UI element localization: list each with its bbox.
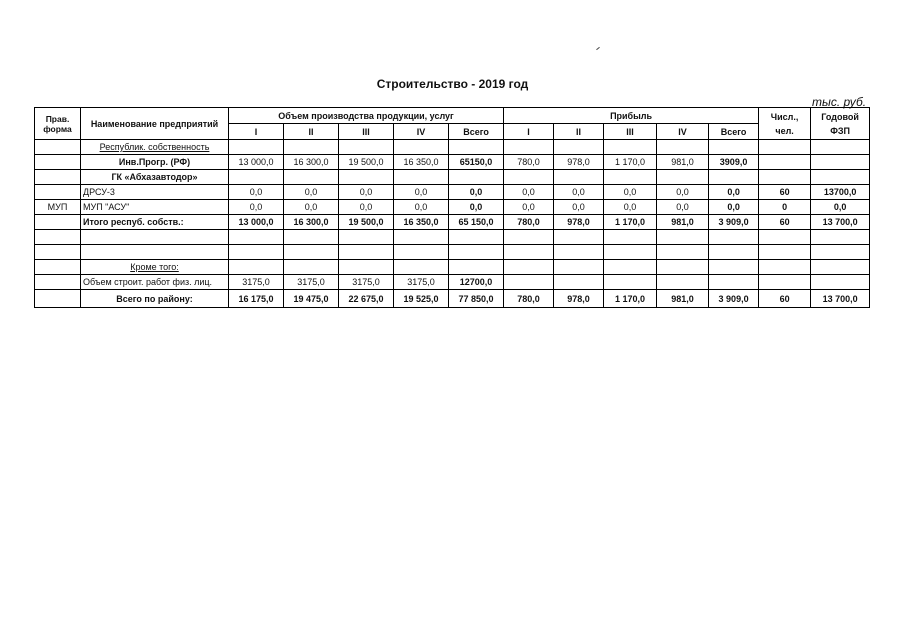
- company-name: ДРСУ-3: [83, 187, 115, 197]
- cell-value: [604, 170, 657, 185]
- cell-value: 780,0: [504, 215, 554, 230]
- table-row: [35, 245, 870, 260]
- cell-value: [759, 230, 811, 245]
- table-row: [35, 140, 870, 155]
- cell-value: [811, 275, 870, 290]
- cell-name: [81, 200, 229, 215]
- cell-value: [284, 230, 339, 245]
- cell-value: [604, 230, 657, 245]
- cell-value: [339, 245, 394, 260]
- cell-value: [449, 230, 504, 245]
- cell-value: 0,0: [604, 200, 657, 215]
- cell-value: [657, 275, 709, 290]
- company-name: ГК «Абхазавтодор»: [111, 172, 198, 182]
- header-profit-total: Всего: [709, 124, 759, 140]
- header-volume-q3: III: [339, 124, 394, 140]
- cell-value: [759, 155, 811, 170]
- cell-value: 780,0: [504, 290, 554, 308]
- cell-value: 13 000,0: [229, 215, 284, 230]
- header-prav-forma: Прав. форма: [35, 108, 81, 140]
- cell-value: 3 909,0: [709, 215, 759, 230]
- cell-value: [449, 260, 504, 275]
- company-name: МУП "АСУ": [83, 202, 130, 212]
- table-row: [35, 185, 870, 200]
- header-num-workers: Числ., чел.: [759, 108, 811, 140]
- cell-value: [554, 230, 604, 245]
- cell-value: 13 700,0: [811, 215, 870, 230]
- table-row: [35, 290, 870, 308]
- cell-value: [709, 275, 759, 290]
- cell-value: [504, 140, 554, 155]
- cell-name: [81, 185, 229, 200]
- company-name: Объем строит. работ физ. лиц.: [83, 277, 213, 287]
- header-name: Наименование предприятий: [81, 108, 229, 140]
- cell-value: [229, 260, 284, 275]
- cell-value: 13 000,0: [229, 155, 284, 170]
- table-row: [35, 260, 870, 275]
- header-profit-q3: III: [604, 124, 657, 140]
- cell-value: [811, 170, 870, 185]
- cell-form: [35, 290, 81, 308]
- cell-value: [229, 230, 284, 245]
- cell-value: 65150,0: [449, 155, 504, 170]
- cell-value: [229, 140, 284, 155]
- cell-value: 0,0: [449, 185, 504, 200]
- cell-value: 978,0: [554, 155, 604, 170]
- page-title: Строительство - 2019 год: [376, 77, 529, 91]
- cell-value: [709, 245, 759, 260]
- cell-value: [657, 260, 709, 275]
- cell-value: 3175,0: [339, 275, 394, 290]
- cell-name: [81, 230, 229, 245]
- cell-form: [35, 140, 81, 155]
- cell-value: [339, 140, 394, 155]
- cell-value: 780,0: [504, 155, 554, 170]
- company-name: Всего по району:: [116, 293, 193, 304]
- cell-value: [709, 170, 759, 185]
- cell-value: [339, 230, 394, 245]
- cell-form: [35, 245, 81, 260]
- cell-value: 60: [759, 290, 811, 308]
- cell-name: [81, 275, 229, 290]
- cell-value: 0,0: [339, 185, 394, 200]
- cell-value: [759, 170, 811, 185]
- cell-value: [604, 245, 657, 260]
- cell-value: [554, 140, 604, 155]
- cell-value: [339, 260, 394, 275]
- cell-value: [604, 275, 657, 290]
- cell-value: [811, 140, 870, 155]
- cell-value: [554, 260, 604, 275]
- cell-name: [81, 260, 229, 275]
- cell-value: 16 350,0: [394, 215, 449, 230]
- header-volume-q1: I: [229, 124, 284, 140]
- cell-value: 0,0: [284, 185, 339, 200]
- cell-value: [811, 245, 870, 260]
- cell-value: 3909,0: [709, 155, 759, 170]
- cell-value: [604, 260, 657, 275]
- cell-value: [284, 140, 339, 155]
- cell-value: 0,0: [709, 200, 759, 215]
- header-profit-group: Прибыль: [504, 108, 759, 124]
- cell-form: [35, 275, 81, 290]
- pen-mark: [596, 47, 600, 50]
- table-row: [35, 155, 870, 170]
- cell-value: 0,0: [604, 185, 657, 200]
- cell-value: [394, 245, 449, 260]
- cell-value: 0: [759, 200, 811, 215]
- header-profit-q1: I: [504, 124, 554, 140]
- cell-value: [554, 245, 604, 260]
- table-row: [35, 215, 870, 230]
- header-fzp: Годовой ФЗП: [811, 108, 870, 140]
- cell-value: 16 300,0: [284, 155, 339, 170]
- cell-value: [504, 275, 554, 290]
- cell-value: 978,0: [554, 290, 604, 308]
- cell-value: 0,0: [554, 200, 604, 215]
- cell-value: [504, 170, 554, 185]
- header-volume-q4: IV: [394, 124, 449, 140]
- cell-value: [554, 275, 604, 290]
- construction-report-table: [34, 107, 870, 308]
- header-profit-q4: IV: [657, 124, 709, 140]
- cell-value: 0,0: [811, 200, 870, 215]
- cell-value: [394, 260, 449, 275]
- cell-value: [709, 140, 759, 155]
- cell-value: [229, 245, 284, 260]
- cell-form: [35, 230, 81, 245]
- cell-name: [81, 215, 229, 230]
- cell-value: [709, 230, 759, 245]
- cell-value: 0,0: [394, 185, 449, 200]
- cell-form: [35, 215, 81, 230]
- cell-value: 12700,0: [449, 275, 504, 290]
- cell-value: 19 500,0: [339, 215, 394, 230]
- cell-name: [81, 245, 229, 260]
- cell-value: [657, 230, 709, 245]
- cell-value: [284, 245, 339, 260]
- cell-value: [657, 140, 709, 155]
- cell-value: 60: [759, 185, 811, 200]
- cell-value: 981,0: [657, 155, 709, 170]
- cell-value: [504, 260, 554, 275]
- cell-value: 65 150,0: [449, 215, 504, 230]
- cell-value: [554, 170, 604, 185]
- company-name: Инв.Прогр. (РФ): [118, 157, 191, 167]
- cell-value: [604, 140, 657, 155]
- cell-value: [504, 230, 554, 245]
- cell-form: [35, 170, 81, 185]
- cell-value: 1 170,0: [604, 155, 657, 170]
- cell-value: 0,0: [657, 200, 709, 215]
- cell-value: 3175,0: [394, 275, 449, 290]
- cell-value: 0,0: [229, 185, 284, 200]
- header-volume-q2: II: [284, 124, 339, 140]
- cell-value: [657, 245, 709, 260]
- cell-value: 22 675,0: [339, 290, 394, 308]
- table-row: [35, 275, 870, 290]
- cell-value: 0,0: [709, 185, 759, 200]
- cell-name: [81, 290, 229, 308]
- cell-value: [759, 275, 811, 290]
- cell-value: [657, 170, 709, 185]
- cell-value: [709, 260, 759, 275]
- header-row-1: [35, 108, 870, 124]
- cell-value: 3175,0: [284, 275, 339, 290]
- cell-value: 0,0: [554, 185, 604, 200]
- table-row: [35, 200, 870, 215]
- cell-value: 0,0: [449, 200, 504, 215]
- cell-value: 0,0: [339, 200, 394, 215]
- cell-value: [394, 170, 449, 185]
- header-volume-total: Всего: [449, 124, 504, 140]
- company-name: Итого респуб. собств.:: [83, 217, 184, 227]
- cell-value: [284, 260, 339, 275]
- company-name: Кроме того:: [130, 262, 179, 272]
- cell-name: [81, 170, 229, 185]
- units-label: тыс. руб.: [812, 95, 867, 109]
- cell-value: [759, 245, 811, 260]
- table-row: [35, 170, 870, 185]
- header-volume-group: Объем производства продукции, услуг: [229, 108, 504, 124]
- cell-value: 19 525,0: [394, 290, 449, 308]
- table-row: [35, 230, 870, 245]
- cell-form: [35, 155, 81, 170]
- cell-value: [394, 230, 449, 245]
- cell-value: 3 909,0: [709, 290, 759, 308]
- cell-value: 0,0: [504, 200, 554, 215]
- cell-value: 16 350,0: [394, 155, 449, 170]
- cell-value: [449, 140, 504, 155]
- cell-value: 978,0: [554, 215, 604, 230]
- cell-form: [35, 185, 81, 200]
- cell-value: [229, 170, 284, 185]
- company-name: Республик. собственность: [99, 142, 210, 152]
- cell-value: 60: [759, 215, 811, 230]
- cell-value: 13700,0: [811, 185, 870, 200]
- cell-value: 981,0: [657, 290, 709, 308]
- cell-value: 0,0: [657, 185, 709, 200]
- cell-value: [811, 260, 870, 275]
- cell-form: МУП: [35, 200, 81, 215]
- report-body: [35, 140, 870, 308]
- cell-value: 0,0: [284, 200, 339, 215]
- cell-value: [449, 170, 504, 185]
- cell-value: 13 700,0: [811, 290, 870, 308]
- cell-value: [811, 155, 870, 170]
- cell-form: [35, 260, 81, 275]
- cell-value: [759, 260, 811, 275]
- cell-value: 0,0: [504, 185, 554, 200]
- cell-name: [81, 140, 229, 155]
- cell-value: 0,0: [229, 200, 284, 215]
- cell-value: 3175,0: [229, 275, 284, 290]
- cell-value: [339, 170, 394, 185]
- cell-value: 0,0: [394, 200, 449, 215]
- cell-value: [504, 245, 554, 260]
- cell-value: [394, 140, 449, 155]
- cell-value: 981,0: [657, 215, 709, 230]
- cell-value: 1 170,0: [604, 215, 657, 230]
- cell-value: 19 500,0: [339, 155, 394, 170]
- cell-value: [284, 170, 339, 185]
- cell-value: [449, 245, 504, 260]
- cell-value: [759, 140, 811, 155]
- cell-value: 77 850,0: [449, 290, 504, 308]
- cell-value: 16 175,0: [229, 290, 284, 308]
- header-profit-q2: II: [554, 124, 604, 140]
- cell-name: [81, 155, 229, 170]
- cell-value: 1 170,0: [604, 290, 657, 308]
- cell-value: 16 300,0: [284, 215, 339, 230]
- cell-value: [811, 230, 870, 245]
- cell-value: 19 475,0: [284, 290, 339, 308]
